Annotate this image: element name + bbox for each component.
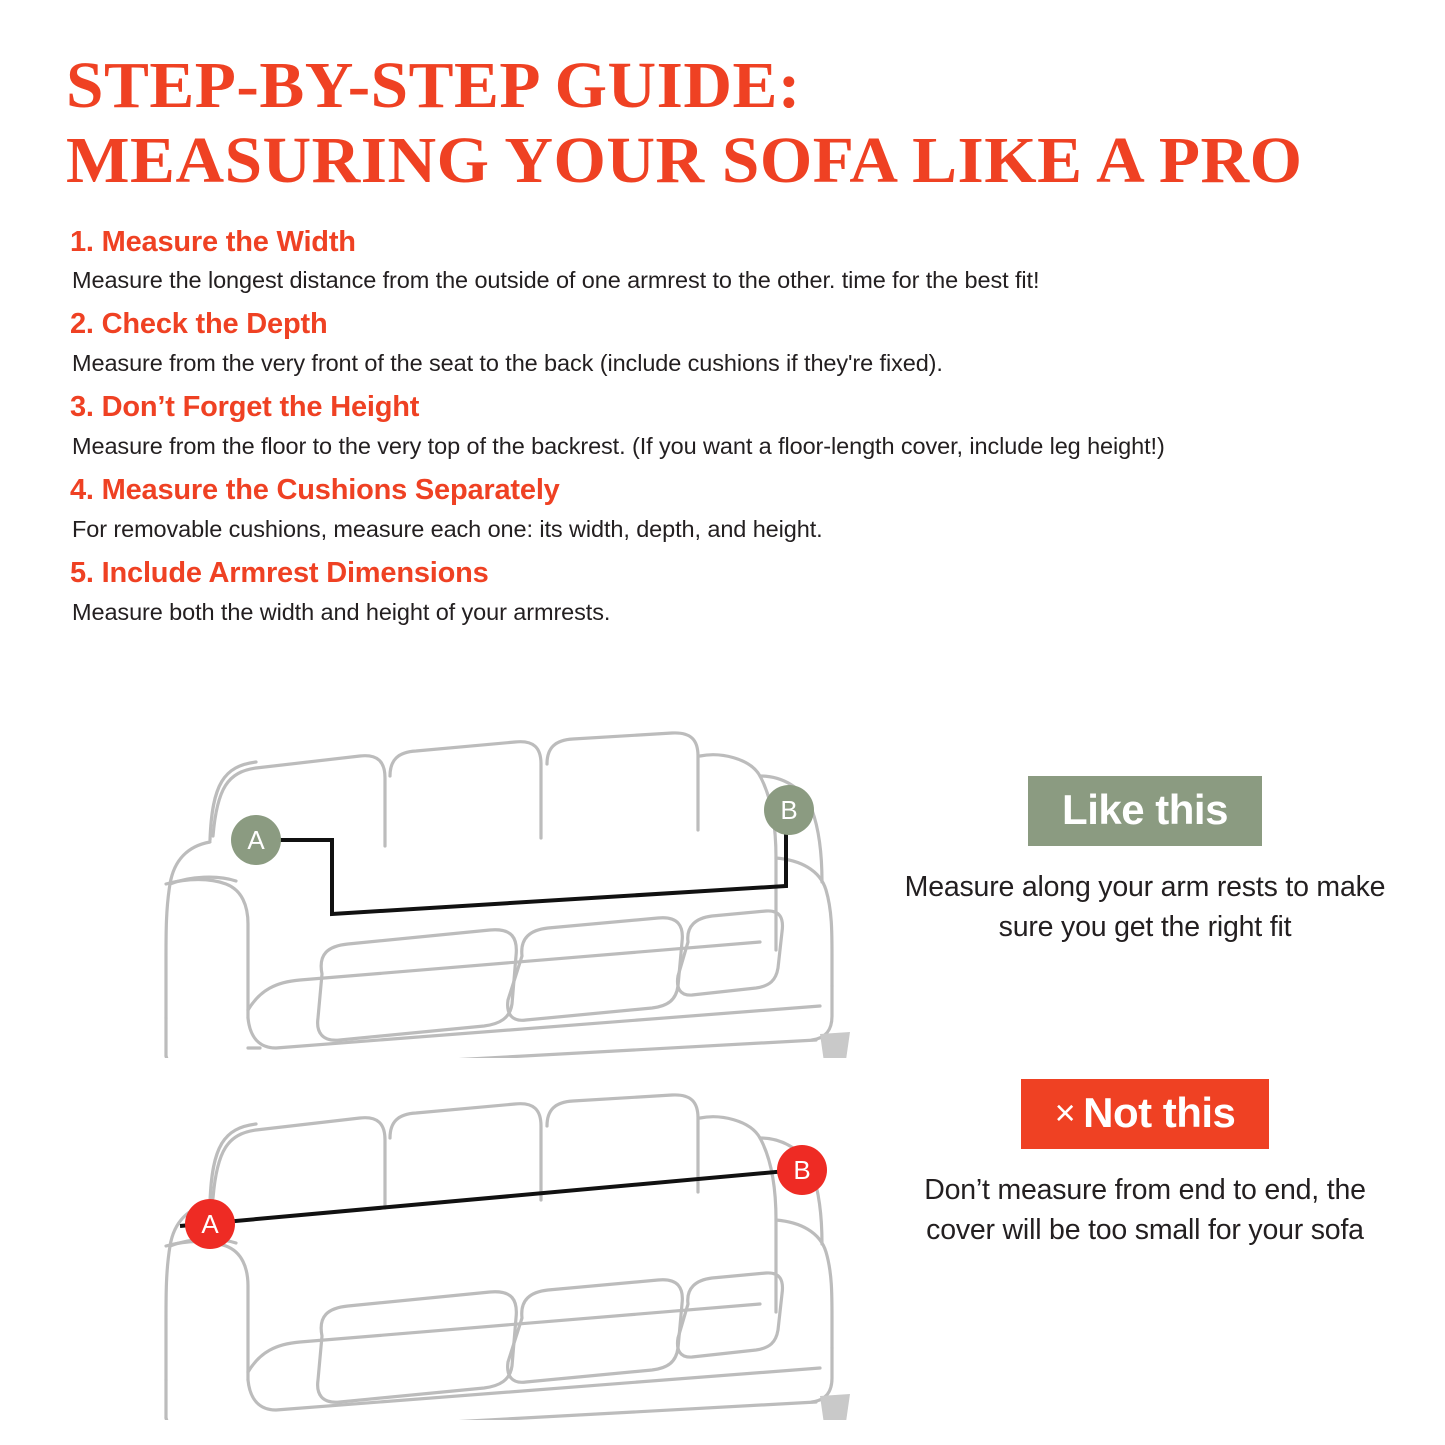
step-body: Measure from the very front of the seat to the back (include cushions if they're fixed). bbox=[72, 349, 943, 376]
sofa-diagram-correct bbox=[60, 718, 890, 1058]
like-this-banner-row bbox=[900, 776, 1390, 846]
like-this-text: Measure along your arm rests to make sure you get the right fit bbox=[904, 871, 1386, 943]
not-this-banner-row bbox=[900, 1079, 1390, 1149]
sofa-diagram-incorrect bbox=[60, 1080, 890, 1420]
step-heading: 2. Check the Depth bbox=[70, 308, 328, 341]
note-not-this bbox=[900, 1079, 1390, 1250]
notes-column bbox=[900, 718, 1390, 1250]
title-line-2: MEASURING YOUR SOFA LIKE A PRO bbox=[66, 124, 1303, 198]
diagram-section bbox=[0, 718, 1445, 1445]
step-body: For removable cushions, measure each one: its width, depth, and height. bbox=[72, 515, 823, 542]
step-item bbox=[70, 552, 1403, 629]
marker-b-correct bbox=[764, 785, 814, 835]
page-title bbox=[0, 0, 1445, 198]
marker-a-incorrect bbox=[185, 1199, 235, 1249]
marker-a-correct bbox=[231, 815, 281, 865]
step-heading: 3. Don’t Forget the Height bbox=[70, 391, 420, 424]
like-this-badge: Like this bbox=[1028, 776, 1262, 846]
marker-b-incorrect bbox=[777, 1145, 827, 1195]
step-item bbox=[70, 469, 1403, 546]
sofa-diagrams-column bbox=[60, 718, 890, 1420]
step-heading: 5. Include Armrest Dimensions bbox=[70, 557, 489, 590]
svg-text:B: B bbox=[793, 1155, 811, 1185]
step-body: Measure from the floor to the very top of the backrest. (If you want a floor-length cover, include leg height!) bbox=[72, 432, 1165, 459]
steps-list bbox=[0, 195, 1445, 629]
step-heading: 1. Measure the Width bbox=[70, 225, 356, 258]
close-icon: × bbox=[1054, 1091, 1076, 1133]
svg-text:A: A bbox=[247, 825, 265, 855]
title-line-1: STEP-BY-STEP GUIDE: bbox=[66, 49, 801, 122]
not-this-badge bbox=[1021, 1079, 1270, 1149]
svg-text:B: B bbox=[780, 795, 798, 825]
step-heading: 4. Measure the Cushions Separately bbox=[70, 474, 560, 507]
step-item bbox=[70, 303, 1403, 380]
step-body: Measure the longest distance from the outside of one armrest to the other. time for the best fit! bbox=[72, 267, 1040, 294]
not-this-label: Not this bbox=[1083, 1088, 1236, 1136]
step-body: Measure both the width and height of your armrests. bbox=[72, 598, 611, 625]
not-this-text: Don’t measure from end to end, the cover will be too small for your sofa bbox=[924, 1174, 1366, 1246]
step-item bbox=[70, 386, 1403, 463]
svg-text:A: A bbox=[201, 1209, 219, 1239]
step-item bbox=[70, 221, 1403, 298]
note-like-this bbox=[900, 776, 1390, 947]
